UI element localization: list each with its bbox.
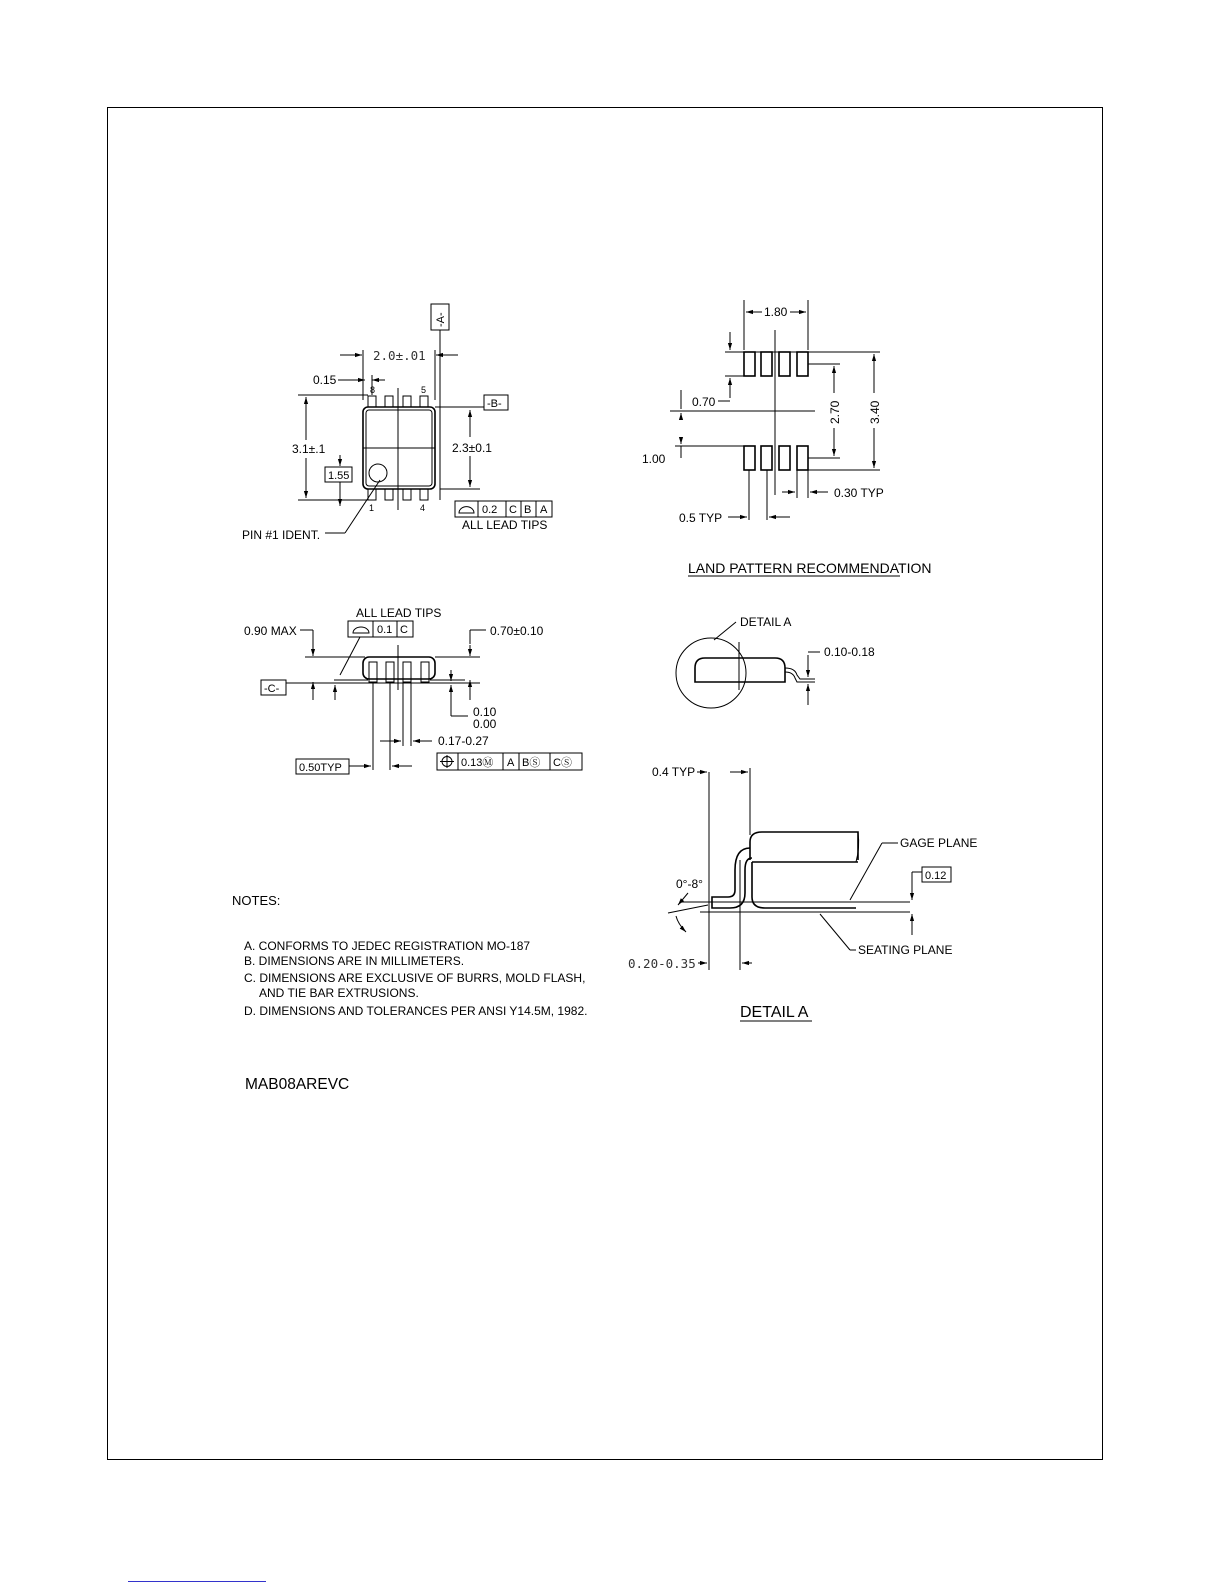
land-pitch-dim: 0.5 TYP (679, 511, 723, 525)
pin-4-label: 4 (420, 503, 426, 513)
lead-length-dim: 0.4 TYP (652, 765, 696, 779)
detail-a-callout: DETAIL A (740, 615, 792, 629)
standoff-max: 0.10 (473, 705, 497, 719)
overall-span-dim: 3.40 (868, 400, 882, 424)
pin1-ident-label: PIN #1 IDENT. (242, 528, 321, 542)
detail-a-view (628, 765, 977, 1021)
pin-1-label: 1 (369, 503, 375, 513)
row-gap-dim: 1.00 (642, 452, 666, 466)
notes (232, 893, 587, 1018)
body-width-dim: 2.0±.01 (373, 348, 426, 363)
seating-plane-label: SEATING PLANE (858, 943, 953, 957)
position-tolerance-frame (437, 753, 582, 770)
profile-symbol-icon (459, 507, 474, 513)
coplanarity-datum: C (400, 624, 408, 636)
profile-datum-b: B (524, 504, 532, 516)
detail-circle (676, 638, 746, 708)
gage-plane-label: GAGE PLANE (900, 836, 978, 850)
drawing-number: MAB08AREVC (245, 1076, 350, 1093)
profile-datum-c: C (509, 504, 517, 516)
note-b: B. DIMENSIONS ARE IN MILLIMETERS. (244, 954, 465, 968)
note-d: D. DIMENSIONS AND TOLERANCES PER ANSI Y14.5M, 1982. (244, 1004, 588, 1018)
body-length-dim: 2.3±0.1 (452, 441, 492, 455)
note-c-line1: C. DIMENSIONS ARE EXCLUSIVE OF BURRS, MOLD FLASH, (244, 971, 586, 985)
top-view (242, 304, 552, 542)
overall-length-dim: 3.1±.1 (292, 442, 326, 456)
detail-callout-view (676, 615, 875, 708)
lead-width-dim: 0.17-0.27 (438, 734, 489, 748)
foot-length-dim: 0.20-0.35 (628, 956, 696, 971)
coplanarity-frame (348, 621, 413, 637)
row-pitch-dim: 2.70 (828, 400, 842, 424)
profile-symbol-icon (353, 627, 369, 633)
lead-angle-dim: 0°-8° (676, 877, 703, 891)
datum-c-label: -C- (264, 683, 280, 695)
datum-b-label: -B- (487, 398, 502, 410)
note-a: A. CONFORMS TO JEDEC REGISTRATION MO-187 (244, 939, 531, 953)
body-height-label: 0.70±0.10 (490, 624, 544, 638)
standoff-min: 0.00 (473, 717, 497, 731)
pad-width-dim: 0.30 TYP (834, 486, 884, 500)
side-all-lead-tips: ALL LEAD TIPS (356, 606, 442, 620)
position-tol-value: 0.13Ⓜ (461, 757, 494, 769)
profile-tol-value: 0.2 (482, 504, 498, 516)
side-view (244, 606, 582, 774)
profile-datum-a: A (540, 504, 548, 516)
pin-5-label: 5 (421, 385, 427, 395)
gage-height-dim: 0.12 (925, 870, 947, 882)
position-datum-b: BⓈ (522, 757, 541, 769)
profile-tolerance-frame (455, 501, 552, 517)
land-width-dim: 1.80 (764, 305, 788, 319)
side-body (363, 657, 435, 679)
lead-offset-dim: 0.15 (313, 373, 337, 387)
all-lead-tips-label: ALL LEAD TIPS (462, 518, 548, 532)
lead-thickness-dim: 0.10-0.18 (824, 645, 875, 659)
coplanarity-value: 0.1 (377, 624, 393, 636)
land-pattern-title: LAND PATTERN RECOMMENDATION (688, 560, 932, 576)
pin1-marker (369, 464, 387, 482)
lead-pitch-dim: 0.50TYP (299, 762, 342, 774)
detail-a-title: DETAIL A (740, 1004, 809, 1021)
position-datum-c: CⓈ (553, 757, 572, 769)
max-height-label: 0.90 MAX (244, 624, 297, 638)
bottom-link-underline[interactable] (128, 1581, 266, 1582)
notes-heading: NOTES: (232, 893, 281, 908)
pin-8-label: 8 (370, 385, 376, 395)
ref-dim-1-55: 1.55 (328, 470, 350, 482)
land-pattern-view (642, 300, 931, 576)
datum-a-label: -A- (435, 312, 447, 327)
pad-height-dim: 0.70 (692, 395, 716, 409)
position-datum-a: A (507, 757, 515, 769)
note-c-line2: AND TIE BAR EXTRUSIONS. (259, 986, 419, 1000)
